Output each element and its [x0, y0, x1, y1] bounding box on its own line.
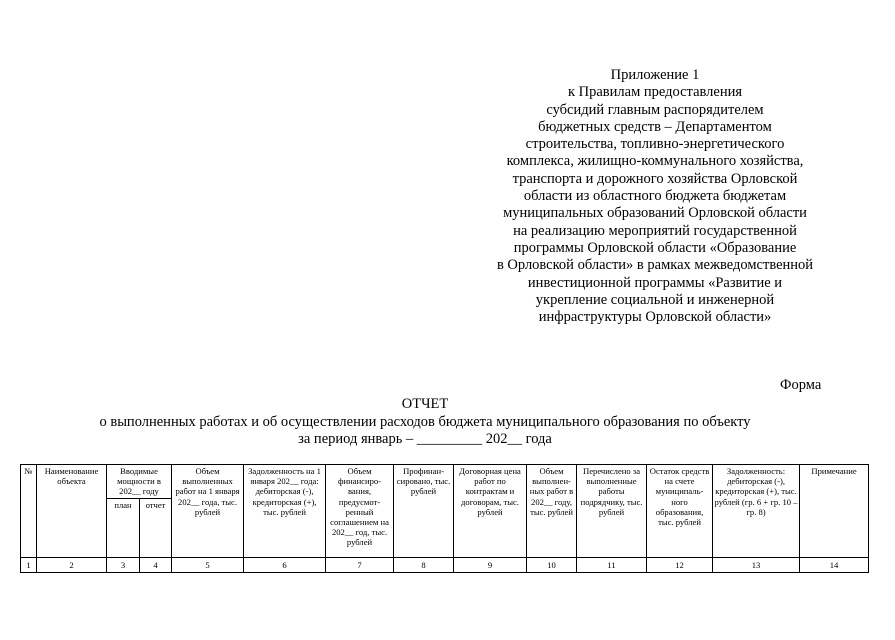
report-table — [20, 464, 869, 573]
header-debt-start: Задолженность на 1 января 202__ года: дебиторская (-), кредиторская (+), тыс. рублей — [244, 465, 326, 558]
appendix-line: транспорта и дорожного хозяйства Орловской — [512, 170, 798, 187]
header-num: № — [21, 465, 37, 558]
column-numbers-row — [21, 557, 869, 572]
column-number: 10 — [527, 557, 577, 572]
form-label: Форма — [780, 377, 822, 393]
appendix-line: области из областного бюджета бюджетам — [523, 188, 787, 205]
column-number: 1 — [21, 557, 37, 572]
column-number: 11 — [577, 557, 647, 572]
column-number: 14 — [800, 557, 869, 572]
header-financed: Профинан-сировано, тыс. рублей — [394, 465, 454, 558]
header-contract-price: Договорная цена работ по контрактам и договорам, тыс. рублей — [454, 465, 527, 558]
appendix-line: субсидий главным распорядителем — [546, 101, 764, 118]
appendix-line: муниципальных образований Орловской области — [503, 205, 807, 222]
column-number: 5 — [172, 557, 244, 572]
column-number: 3 — [107, 557, 140, 572]
header-financing: Объем финансиро-вания, предусмот-ренный соглашением на 202__ год, тыс. рублей — [326, 465, 394, 558]
report-title-block — [40, 396, 810, 449]
appendix-line: программы Орловской области «Образование — [513, 239, 797, 256]
appendix-block — [470, 67, 840, 326]
appendix-line: укрепление социальной и инженерной — [535, 291, 775, 308]
header-transferred: Перечислено за выполненные работы подрядчику, тыс. рублей — [577, 465, 647, 558]
column-number: 7 — [326, 557, 394, 572]
appendix-line: комплекса, жилищно-коммунального хозяйства, — [506, 153, 804, 170]
column-number: 12 — [647, 557, 713, 572]
report-subtitle: о выполненных работах и об осуществлении расходов бюджета муниципального образования по объекту — [99, 413, 751, 430]
column-number: 4 — [140, 557, 172, 572]
header-debt: Задолженность: дебиторская (-), кредиторская (+), тыс. рублей (гр. 6 + гр. 10 – гр. 8) — [713, 465, 800, 558]
header-plan: план — [107, 498, 140, 557]
appendix-line: в Орловской области» в рамках межведомственной — [496, 257, 814, 274]
header-balance: Остаток средств на счете муниципаль-ного образования, тыс. рублей — [647, 465, 713, 558]
appendix-line: на реализацию мероприятий государственной — [513, 222, 797, 239]
column-number: 8 — [394, 557, 454, 572]
report-period: за период январь – _________ 202__ года — [298, 431, 552, 447]
report-title: ОТЧЕТ — [401, 396, 449, 412]
header-capacity: Вводимые мощности в 202__ году — [107, 465, 172, 499]
appendix-line: бюджетных средств – Департаментом — [538, 118, 772, 135]
column-number: 9 — [454, 557, 527, 572]
appendix-line: строительства, топливно-энергетического — [525, 136, 785, 153]
appendix-line: инвестиционной программы «Развитие и — [527, 274, 783, 291]
column-number: 13 — [713, 557, 800, 572]
appendix-line: инфраструктуры Орловской области» — [538, 309, 772, 326]
header-report: отчет — [140, 498, 172, 557]
appendix-line: к Правилам предоставления — [567, 84, 743, 101]
column-number: 6 — [244, 557, 326, 572]
header-name: Наименование объекта — [37, 465, 107, 558]
header-volume-year: Объем выполнен-ных работ в 202__ году, тыс. рублей — [527, 465, 577, 558]
header-volume-start: Объем выполненных работ на 1 января 202__ года, тыс. рублей — [172, 465, 244, 558]
appendix-line: Приложение 1 — [610, 67, 700, 83]
column-number: 2 — [37, 557, 107, 572]
header-note: Примечание — [800, 465, 869, 558]
